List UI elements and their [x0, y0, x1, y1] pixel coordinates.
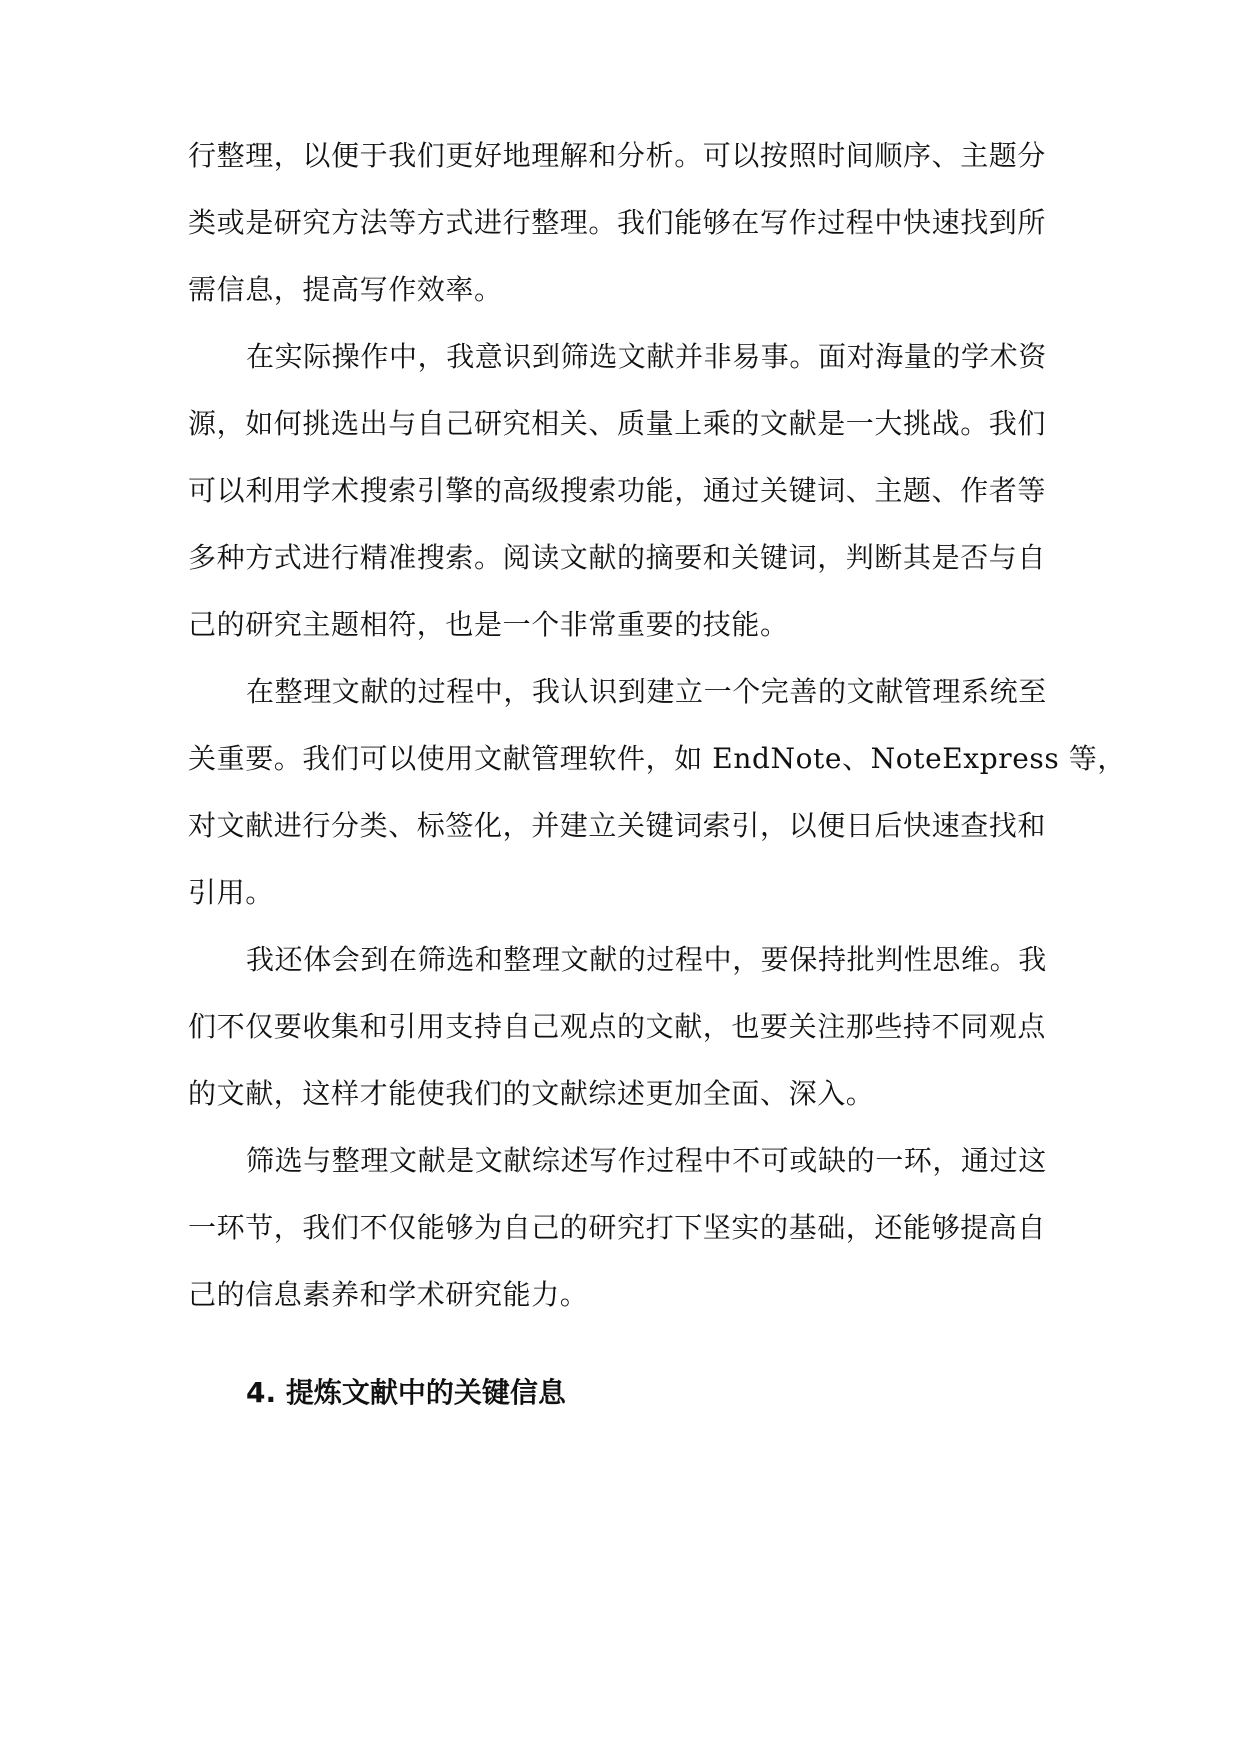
section-heading: 4. 提炼文献中的关键信息	[246, 1376, 566, 1409]
paragraph-4-line-2: 们不仅要收集和引用支持自己观点的文献，也要关注那些持不同观点	[188, 1010, 1047, 1043]
paragraph-1-line-3: 需信息，提高写作效率。	[188, 273, 503, 306]
paragraph-2-line-5: 己的研究主题相符，也是一个非常重要的技能。	[188, 608, 789, 641]
paragraph-5-line-1: 筛选与整理文献是文献综述写作过程中不可或缺的一环，通过这	[246, 1144, 1047, 1177]
paragraph-4-line-3: 的文献，这样才能使我们的文献综述更加全面、深入。	[188, 1077, 875, 1110]
paragraph-2-line-2: 源，如何挑选出与自己研究相关、质量上乘的文献是一大挑战。我们	[188, 407, 1047, 440]
paragraph-5-line-2: 一环节，我们不仅能够为自己的研究打下坚实的基础，还能够提高自	[188, 1211, 1047, 1244]
paragraph-3-line-1: 在整理文献的过程中，我认识到建立一个完善的文献管理系统至	[246, 675, 1047, 708]
paragraph-2-line-4: 多种方式进行精准搜索。阅读文献的摘要和关键词，判断其是否与自	[188, 541, 1047, 574]
paragraph-2-line-1: 在实际操作中，我意识到筛选文献并非易事。面对海量的学术资	[246, 340, 1047, 373]
paragraph-3-line-4: 引用。	[188, 876, 274, 909]
paragraph-3-line-3: 对文献进行分类、标签化，并建立关键词索引，以便日后快速查找和	[188, 809, 1047, 842]
paragraph-1-line-2: 类或是研究方法等方式进行整理。我们能够在写作过程中快速找到所	[188, 206, 1047, 239]
paragraph-2-line-3: 可以利用学术搜索引擎的高级搜索功能，通过关键词、主题、作者等	[188, 474, 1047, 507]
paragraph-3-line-2: 关重要。我们可以使用文献管理软件，如 EndNote、NoteExpress 等，	[188, 742, 1127, 775]
paragraph-1-line-1: 行整理，以便于我们更好地理解和分析。可以按照时间顺序、主题分	[188, 139, 1047, 172]
paragraph-4-line-1: 我还体会到在筛选和整理文献的过程中，要保持批判性思维。我	[246, 943, 1047, 976]
paragraph-5-line-3: 己的信息素养和学术研究能力。	[188, 1278, 589, 1311]
